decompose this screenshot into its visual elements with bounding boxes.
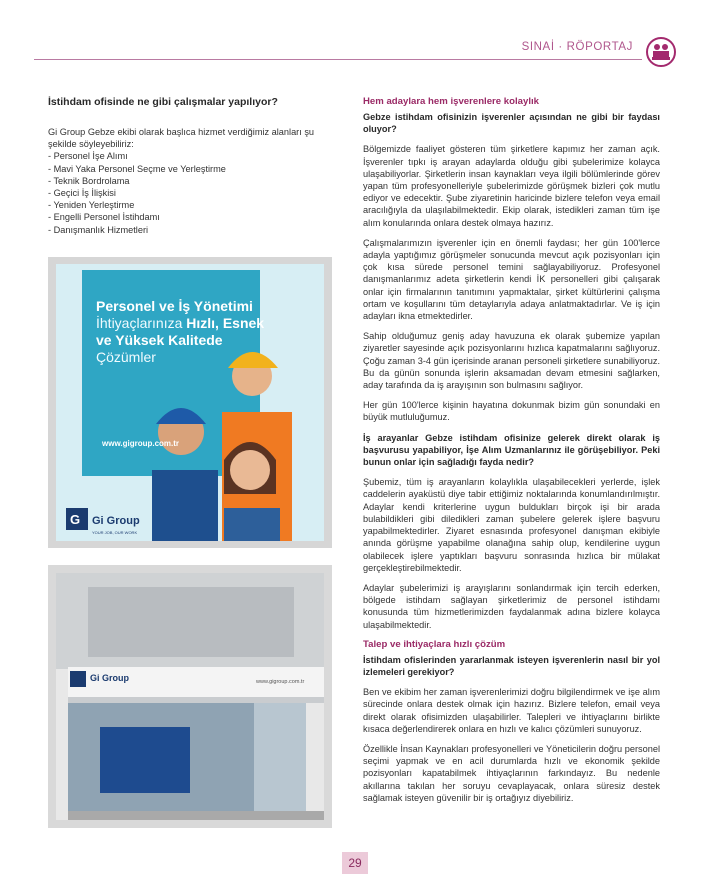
advertisement <box>48 257 332 548</box>
subheading: Hem adaylara hem işverenlere kolaylık <box>363 96 539 107</box>
list-item: - Geçici İş İlişkisi <box>48 188 116 199</box>
left-column <box>48 96 338 236</box>
advertisement-image <box>56 264 324 541</box>
ad-title-part: İhtiyaçlarınıza <box>96 315 187 331</box>
list-item: - Personel İşe Alımı <box>48 151 128 162</box>
office-url: www.gigroup.com.tr <box>256 679 305 685</box>
office-illustration <box>48 565 332 828</box>
body-paragraph: Şubemiz, tüm iş arayanların kolaylıkla ulaşabilecekleri yerlerde, işlek caddelerin ayaküstü diye tabir ettiğimiz noktalarında konumlandırılmıştır. Adaylar kendi kriterlerine uygun buldukları birçok işi bir arada bulabildikleri gibi diledikleri zaman şubelere gelerek işlere başvuru yapabilmektedirler. Ziyaret esnasında profesyonel danışman ekibiyle anında görüşme yapabilme olanağına sahip olup, kendilerine uygun olabilecek işlere yaptıkları başvuru sonrasında hızlıca bir mülakat gerçekleştirebilmektedir. <box>363 477 660 573</box>
header-divider <box>34 59 642 60</box>
ad-url: www.gigroup.com.tr <box>102 439 180 448</box>
page-number: 29 <box>342 852 368 874</box>
ad-logo-text: Gi Group <box>92 515 140 527</box>
body-paragraph: Adaylar şubelerimizi iş arayışlarını sonlandırmak için tercih ederken, bölgede istihdam sağlayan şirketlerimiz de personel istihdamı konusunda tüm hizmetlerimizden faydalanmak adına bizlere kolayca ulaşabilmektedir. <box>363 582 660 630</box>
question-paragraph: İstihdam ofislerinden yararlanmak isteyen işverenlerin nasıl bir yol izlemeleri gerekiyor? <box>363 654 660 677</box>
ad-title-line <box>96 315 276 332</box>
office-photo <box>48 565 332 828</box>
right-column <box>363 96 660 812</box>
services-list <box>48 150 338 235</box>
body-paragraph: Özellikle İnsan Kaynakları profesyonelleri ve Yöneticilerin doğru personel seçimi yapmak ve en acil durumlarda hızlı ve ekonomik şekilde pozisyonları kapatabilmek ihtiyaçlarının farkındayız. Bu nedenle akıllarına takılan her soruyu cevaplayacak, onlara süresiz destek sağlamak isteyen güvenilir bir iş ortağıyız diyebiliriz. <box>363 743 660 803</box>
left-question: İstihdam ofisinde ne gibi çalışmalar yapılıyor? <box>48 96 278 108</box>
ad-title-line: ve Yüksek Kalitede <box>96 332 223 348</box>
ad-title-line: Personel ve İş Yönetimi <box>96 298 253 314</box>
left-intro: Gi Group Gebze ekibi olarak başlıca hizmet verdiğimiz alanları şu şekilde söyleyebiliriz: <box>48 127 315 150</box>
list-item: - Danışmanlık Hizmetleri <box>48 224 149 235</box>
body-paragraph: Her gün 100'lerce kişinin hayatına dokunmak bizim gün sonundaki en büyük mutluluğumuz. <box>363 400 660 423</box>
body-paragraph: Bölgemizde faaliyet gösteren tüm şirketlere kapımız her zaman açık. İşverenler tıpkı iş arayan adaylarda olduğu gibi şubelerimize kolayca ulaşabiliyorlar. Şirketlerin insan kaynakları veya ilgili bölümlerinde görev yapan tüm profesyonelleriyle şubelerimizde görüşmek bizleri çok mutlu ediyor ve edecektir. Şube ziyaretinin haricinde bizlere telefon veya email aracılığıyla da ulaşılabilmektedir. Ekip olarak, istedikleri zaman tüm işe alım konularında onlara destek olmaya hazırız. <box>363 144 660 228</box>
ad-title-line: Çözümler <box>96 349 156 365</box>
body-paragraph: Sahip olduğumuz geniş aday havuzuna ek olarak şubemize yapılan ziyaretler sayesinde açık pozisyonlarını hızlıca kapatmalarını sağlıyoruz. Çoğu zaman 3-4 gün içerisinde aranan personeli şirketlere sunabiliyoruz. Bu da günün sonunda işlerin aksamadan devam etmesini sağlarken, aday tarafında da iş arayışının son bulmasını sağlıyor. <box>363 331 660 391</box>
svg-text:G: G <box>70 512 81 527</box>
list-item: - Yeniden Yerleştirme <box>48 200 135 211</box>
subheading: Talep ve ihtiyaçlara hızlı çözüm <box>363 638 506 650</box>
question-paragraph: Gebze istihdam ofisinizin işverenler açısından ne gibi bir faydası oluyor? <box>363 112 660 135</box>
ad-tagline: YOUR JOB, OUR WORK <box>92 530 138 535</box>
list-item: - Engelli Personel İstihdamı <box>48 212 160 223</box>
list-item: - Mavi Yaka Personel Seçme ve Yerleştirme <box>48 163 226 174</box>
office-sign: Gi Group <box>90 673 129 683</box>
body-paragraph: Ben ve ekibim her zaman işverenlerimizi doğru bilgilendirmek ve işe alım sürecinde onlara destek olmak için hazırız. Bizlere telefon, email veya direkt olarak ofisimizden ulaşabilirler. Talepleri ve ihtiyaçlarını birlikte kısaca değerlendirerek onlara en hızlı ve kalıcı çözümleri sunuyoruz. <box>363 687 660 734</box>
section-label: SINAİ · RÖPORTAJ <box>521 41 633 53</box>
list-item: - Teknik Bordrolama <box>48 175 130 186</box>
ad-title-part: Hızlı, Esnek <box>186 315 265 331</box>
question-paragraph: İş arayanlar Gebze istihdam ofisinize gelerek direkt olarak iş başvurusu yapabiliyor, İşe Alım Uzmanlarınız ile görüşebiliyor. Peki bunun onlar için sağladığı fayda nedir? <box>363 432 660 468</box>
ad-title <box>96 298 276 366</box>
people-group-icon <box>646 37 676 67</box>
body-paragraph: Çalışmalarımızın işverenler için en önemli faydası; her gün 100'lerce adayla yaptığımız görüşmeler sonucunda mevcut açık pozisyonları için çok kısa sürede personel temini sağlayabiliyoruz. Profesyonel danışmanlarımız adeta şirketlerin kendi İK personelleri gibi çalışarak onlar için firmalarının tanıtımını yapmaktalar, şirket kültürlerini çalışma ortam ve koşullarını tüm detaylarıyla adaya anlatmaktadırlar. Ve iş için adayları ikna etmektedirler. <box>363 237 660 322</box>
